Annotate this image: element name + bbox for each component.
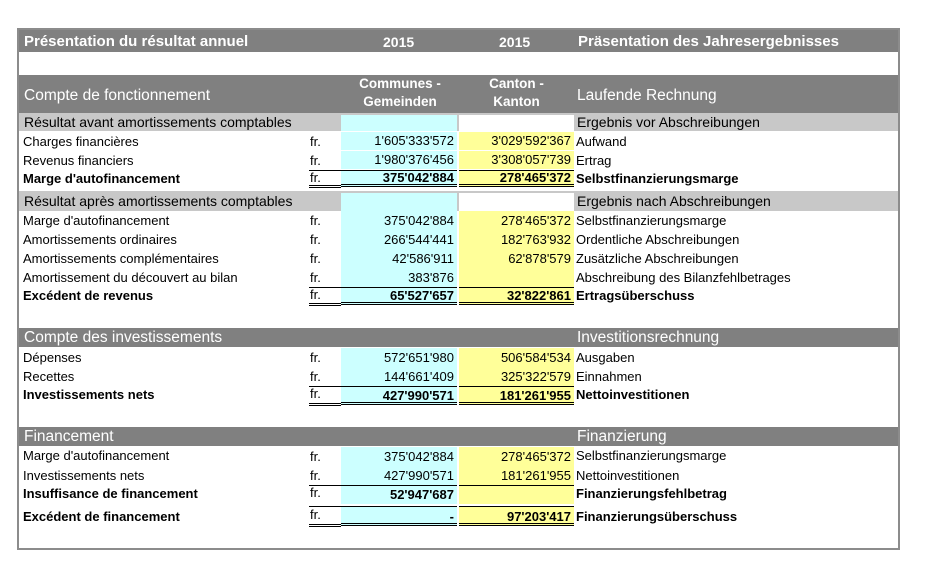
communes-cell-bg xyxy=(341,115,457,131)
row-label-de: Ertragsüberschuss xyxy=(576,288,695,303)
total-underline xyxy=(309,170,341,188)
table-row-total xyxy=(19,386,898,405)
row-label-de: Abschreibung des Bilanzfehlbetrages xyxy=(576,270,791,285)
section-fonctionnement-de: Laufende Rechnung xyxy=(577,87,717,104)
value-communes: 383'876 xyxy=(341,268,457,287)
table-row xyxy=(19,132,898,150)
currency-label: fr. xyxy=(310,170,321,185)
table-row-total xyxy=(19,506,898,526)
value-canton: 3'308'057'739 xyxy=(459,151,574,169)
value-communes: 42'586'911 xyxy=(341,249,457,268)
value-communes: 572'651'980 xyxy=(341,348,457,367)
value-communes: 427'990'571 xyxy=(341,386,457,405)
value-communes: 65'527'657 xyxy=(341,287,457,305)
row-label-de: Ertrag xyxy=(576,153,612,168)
row-label-de: Zusätzliche Abschreibungen xyxy=(576,251,739,266)
currency-label: fr. xyxy=(310,449,321,464)
section-investissements xyxy=(19,328,898,347)
section-fonctionnement xyxy=(19,75,898,113)
table-row xyxy=(19,268,898,287)
row-label-fr: Investissements nets xyxy=(23,387,155,402)
title-de: Präsentation des Jahresergebnisses xyxy=(578,33,839,50)
canton-cell-bg xyxy=(459,193,574,211)
currency-label: fr. xyxy=(310,386,321,401)
value-communes: 427'990'571 xyxy=(341,466,457,485)
row-label-fr: Revenus financiers xyxy=(23,153,134,168)
value-communes: 1'605'333'572 xyxy=(341,132,457,150)
table-row-total xyxy=(19,287,898,306)
row-label-fr: Investissements nets xyxy=(23,468,145,483)
value-communes: 266'544'441 xyxy=(341,230,457,249)
value-communes: 375'042'884 xyxy=(341,447,457,466)
section-fonctionnement-fr: Compte de fonctionnement xyxy=(24,87,211,104)
row-label-fr: Recettes xyxy=(23,369,75,384)
currency-label: fr. xyxy=(310,251,321,266)
row-label-fr: Charges financières xyxy=(23,134,139,149)
year-communes: 2015 xyxy=(383,34,415,50)
title-band xyxy=(19,30,898,52)
section-financement-fr: Financement xyxy=(24,428,114,445)
value-canton xyxy=(459,268,574,287)
table-row xyxy=(19,367,898,386)
row-label-fr: Insuffisance de financement xyxy=(23,486,198,501)
section-financement xyxy=(19,427,898,446)
row-label-de: Einnahmen xyxy=(576,369,642,384)
row-label-fr: Amortissements ordinaires xyxy=(23,232,177,247)
row-label-de: Ausgaben xyxy=(576,350,635,365)
value-canton: 278'465'372 xyxy=(459,447,574,466)
table-row xyxy=(19,151,898,169)
row-label-de: Aufwand xyxy=(576,134,627,149)
row-label-de: Selbstfinanzierungsmarge xyxy=(576,213,727,228)
row-label-fr: Dépenses xyxy=(23,350,82,365)
total-topline xyxy=(309,485,341,486)
row-label-de: Selbstfinanzierungsmarge xyxy=(576,448,727,463)
row-label-fr: Excédent de revenus xyxy=(23,288,154,303)
value-canton: 97'203'417 xyxy=(459,506,574,526)
total-underline xyxy=(309,386,341,406)
section-investissements-fr: Compte des investissements xyxy=(24,329,223,346)
year-canton: 2015 xyxy=(499,34,531,50)
col-canton-line1: Canton - xyxy=(489,76,544,91)
currency-label: fr. xyxy=(310,232,321,247)
currency-label: fr. xyxy=(310,287,321,302)
value-canton: 181'261'955 xyxy=(459,386,574,405)
value-communes: 375'042'884 xyxy=(341,170,457,187)
col-communes-line1: Communes - xyxy=(359,76,441,91)
row-label-fr: Amortissement du découvert au bilan xyxy=(23,270,238,285)
subsection-apres-de: Ergebnis nach Abschreibungen xyxy=(577,193,771,209)
value-communes: 52'947'687 xyxy=(341,485,457,504)
table-row xyxy=(19,211,898,230)
value-canton: 506'584'534 xyxy=(459,348,574,367)
table-row xyxy=(19,230,898,249)
table-row xyxy=(19,348,898,367)
section-investissements-de: Investitionsrechnung xyxy=(577,329,720,346)
col-canton-line2: Kanton xyxy=(493,94,540,109)
value-communes: 375'042'884 xyxy=(341,211,457,230)
value-communes: 1'980'376'456 xyxy=(341,151,457,169)
currency-label: fr. xyxy=(310,468,321,483)
table-row-total xyxy=(19,485,898,504)
currency-label: fr. xyxy=(310,213,321,228)
currency-label: fr. xyxy=(310,270,321,285)
currency-label: fr. xyxy=(310,153,321,168)
col-communes-line2: Gemeinden xyxy=(363,94,437,109)
row-label-de: Finanzierungsüberschuss xyxy=(576,509,738,524)
value-canton: 325'322'579 xyxy=(459,367,574,386)
currency-label: fr. xyxy=(310,507,321,522)
subsection-apres-fr: Résultat après amortissements comptables xyxy=(24,193,293,209)
total-underline xyxy=(309,287,341,306)
row-label-de: Selbstfinanzierungsmarge xyxy=(576,171,739,186)
row-label-de: Nettoinvestitionen xyxy=(576,387,690,402)
value-canton: 62'878'579 xyxy=(459,249,574,268)
table-row xyxy=(19,447,898,466)
subsection-avant-de: Ergebnis vor Abschreibungen xyxy=(577,114,760,130)
row-label-fr: Amortissements complémentaires xyxy=(23,251,219,266)
row-label-de: Ordentliche Abschreibungen xyxy=(576,232,740,247)
currency-label: fr. xyxy=(310,485,321,500)
currency-label: fr. xyxy=(310,134,321,149)
value-canton: 278'465'372 xyxy=(459,170,574,187)
row-label-fr: Marge d'autofinancement xyxy=(23,213,170,228)
table-row xyxy=(19,466,898,485)
table-row xyxy=(19,249,898,268)
subsection-avant-fr: Résultat avant amortissements comptables xyxy=(24,114,292,130)
value-canton: 278'465'372 xyxy=(459,211,574,230)
row-label-fr: Marge d'autofinancement xyxy=(23,448,170,463)
value-canton xyxy=(459,485,574,504)
value-canton: 3'029'592'367 xyxy=(459,132,574,150)
row-label-fr: Excédent de financement xyxy=(23,509,180,524)
canton-cell-bg xyxy=(459,115,574,131)
row-label-fr: Marge d'autofinancement xyxy=(23,171,180,186)
value-canton: 32'822'861 xyxy=(459,287,574,305)
table-row-total xyxy=(19,170,898,188)
value-communes: - xyxy=(341,506,457,526)
row-label-de: Finanzierungsfehlbetrag xyxy=(576,486,727,501)
section-financement-de: Finanzierung xyxy=(577,428,667,445)
currency-label: fr. xyxy=(310,350,321,365)
currency-label: fr. xyxy=(310,369,321,384)
report-frame xyxy=(17,28,900,550)
row-label-de: Nettoinvestitionen xyxy=(576,468,680,483)
total-underline xyxy=(309,506,341,527)
value-communes: 144'661'409 xyxy=(341,367,457,386)
value-canton: 182'763'932 xyxy=(459,230,574,249)
value-canton: 181'261'955 xyxy=(459,466,574,485)
communes-cell-bg xyxy=(341,193,457,211)
title-fr: Présentation du résultat annuel xyxy=(24,33,249,50)
